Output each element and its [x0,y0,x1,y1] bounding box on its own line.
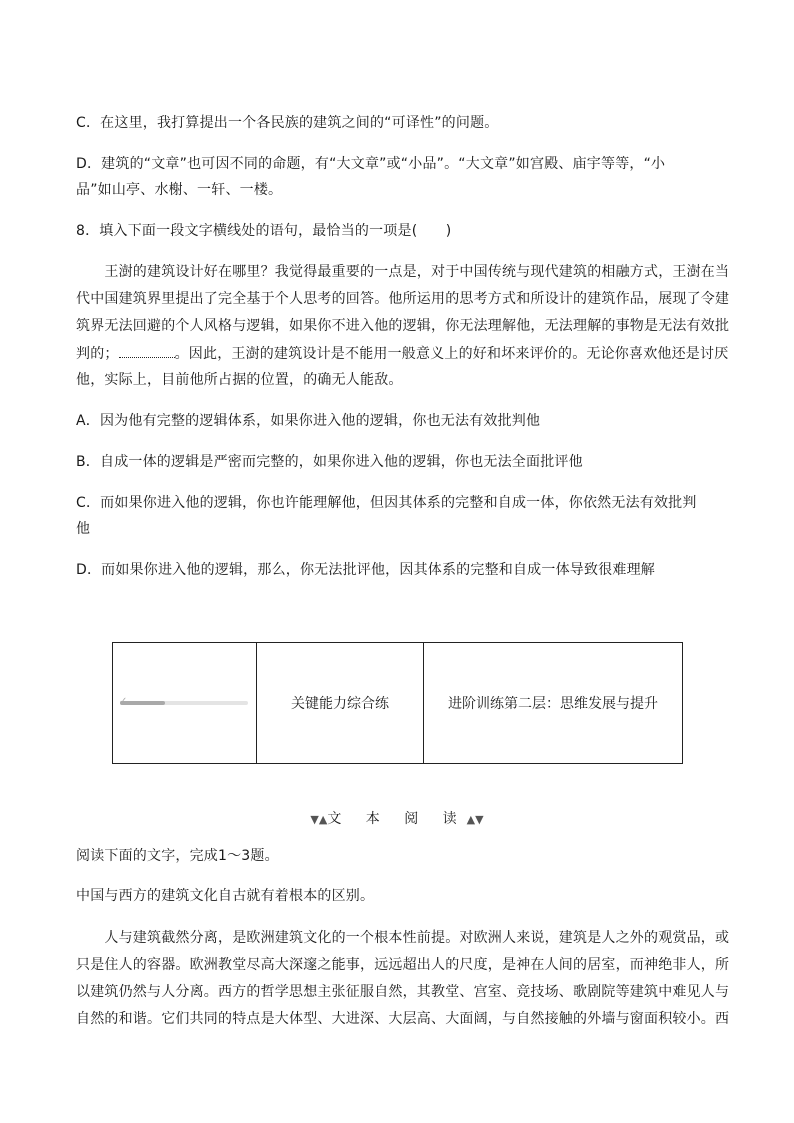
progress-fill [120,701,165,705]
middle-label: 关键能力综合练 [291,696,389,712]
triangle-right-icon: ▲▼ [466,813,484,826]
passage-line-5: 他，实际上，目前他所占据的位置，的确无人能敌。 [76,372,403,388]
option-a: A．因为他有完整的逻辑体系，如果你进入他的逻辑，你也无法有效批判他 [76,413,541,429]
option-d: D．而如果你进入他的逻辑，那么，你无法批评他，因其体系的完整和自成一体导致很难理解 [76,562,655,578]
progress-cell [113,643,257,764]
middle-cell [257,643,424,764]
passage-line-3: 筑界无法回避的个人风格与逻辑，如果你不进入他的逻辑，你无法理解他，无法理解的事物是无法有效批 [76,318,730,334]
passage-blank-prefix: 判的； [76,346,119,362]
passage-line-2: 代中国建筑界里提出了完全基于个人思考的回答。他所运用的思考方式和所设计的建筑作品，展现了令建 [76,291,730,307]
section-title [0,808,794,828]
section-title-text: 文 本 阅 读 [327,811,467,827]
body-line-4: 自然的和谐。它们共同的特点是大体型、大进深、大层高、大面阔，与自然接触的外墙与窗面积较小。西 [76,1011,730,1027]
body-line-1: 人与建筑截然分离，是欧洲建筑文化的一个根本性前提。对欧洲人来说，建筑是人之外的观赏品，或 [76,930,730,946]
option-d-previous-line-2: 品”如山亭、水榭、一轩、一楼。 [76,182,283,198]
option-c-line-2: 他 [76,521,91,537]
option-d-previous-line-1: D．建筑的“文章”也可因不同的命题，有“大文章”或“小品”。“大文章”如宫殿、庙宇等等，“小 [76,156,666,172]
option-c-previous: C．在这里，我打算提出一个各民族的建筑之间的“可译性”的问题。 [76,115,499,131]
progress-bar [120,701,248,705]
answer-blank [119,343,175,358]
question-8: 8．填入下面一段文字横线处的语句，最恰当的一项是( ) [76,223,452,239]
option-b: B．自成一体的逻辑是严密而完整的，如果你进入他的逻辑，你也无法全面批评他 [76,454,583,470]
body-line-3: 以建筑仍然与人分离。西方的哲学思想主张征服自然，其教堂、宫室、竞技场、歌剧院等建筑中难见人与 [76,984,730,1000]
passage-blank-suffix: 。因此，王澍的建筑设计是不能用一般意义上的好和坏来评价的。无论你喜欢他还是讨厌 [174,346,729,362]
instruction: 阅读下面的文字，完成1～3题。 [76,848,279,864]
triangle-left-icon: ▼▲ [310,813,328,826]
passage-line-1: 王澍的建筑设计好在哪里？我觉得最重要的一点是，对于中国传统与现代建筑的相融方式，王澍在当 [76,264,730,280]
passage-line-4 [76,343,728,364]
right-label: 进阶训练第二层：思维发展与提升 [448,696,658,712]
section-header-box [112,642,683,764]
intro-sentence: 中国与西方的建筑文化自古就有着根本的区别。 [76,888,375,904]
option-c-line-1: C．而如果你进入他的逻辑，你也许能理解他，但因其体系的完整和自成一体，你依然无法有效批判 [76,495,697,511]
body-line-2: 只是住人的容器。欧洲教堂尽高大深邃之能事，远远超出人的尺度，是神在人间的居室，而神绝非人，所 [76,957,730,973]
right-cell [424,643,683,764]
